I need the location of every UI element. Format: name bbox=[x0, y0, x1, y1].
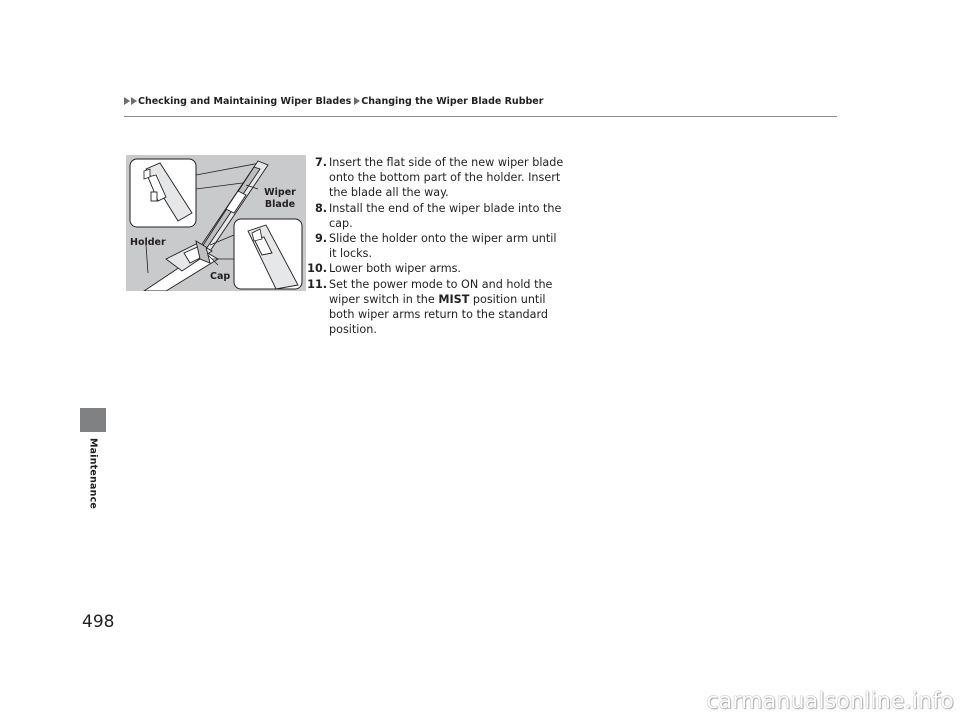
breadcrumb-arrow-icon bbox=[131, 97, 137, 105]
wiper-label-line2: Blade bbox=[264, 199, 296, 210]
chapter-tab-marker bbox=[80, 408, 106, 432]
step-text bbox=[327, 277, 566, 338]
step-number: 10. bbox=[307, 262, 327, 276]
step-item bbox=[306, 231, 566, 261]
breadcrumb bbox=[124, 94, 543, 108]
mist-position-label: MIST bbox=[438, 292, 470, 306]
breadcrumb-subsection: Changing the Wiper Blade Rubber bbox=[361, 95, 544, 107]
step-number: 11. bbox=[307, 277, 327, 291]
instruction-steps bbox=[306, 155, 566, 337]
holder-label: Holder bbox=[130, 237, 166, 248]
step-text: Slide the holder onto the wiper arm until it locks. bbox=[329, 232, 557, 261]
step-number: 7. bbox=[314, 156, 327, 169]
breadcrumb-section[interactable]: Checking and Maintaining Wiper Blades bbox=[138, 95, 352, 107]
step-item bbox=[306, 201, 566, 231]
header-divider bbox=[124, 116, 837, 117]
step-text: Insert the flat side of the new wiper blade onto the bottom part of the holder. Insert the blade all the way. bbox=[329, 156, 564, 200]
step-number: 9. bbox=[314, 232, 327, 246]
watermark: carmanualsonline.info bbox=[706, 689, 954, 714]
page-number: 498 bbox=[82, 612, 115, 632]
step-text: Lower both wiper arms. bbox=[329, 262, 461, 276]
wiper-blade-label bbox=[260, 187, 300, 211]
chapter-label: Maintenance bbox=[87, 438, 99, 510]
step-text-part: position until both wiper arms return to the standard position. bbox=[329, 292, 549, 337]
breadcrumb-arrow-icon bbox=[124, 97, 130, 105]
step-text-part: Set the power mode to ON and hold the wiper switch in the bbox=[329, 277, 553, 306]
step-text: Install the end of the wiper blade into the cap. bbox=[329, 201, 562, 230]
step-number: 8. bbox=[314, 201, 327, 215]
step-item bbox=[306, 261, 566, 276]
step-item bbox=[306, 155, 566, 201]
step-item bbox=[306, 277, 566, 338]
cap-label: Cap bbox=[210, 271, 231, 282]
breadcrumb-arrow-icon bbox=[354, 97, 360, 105]
wiper-label-line1: Wiper bbox=[264, 187, 296, 198]
wiper-blade-illustration bbox=[126, 155, 306, 291]
